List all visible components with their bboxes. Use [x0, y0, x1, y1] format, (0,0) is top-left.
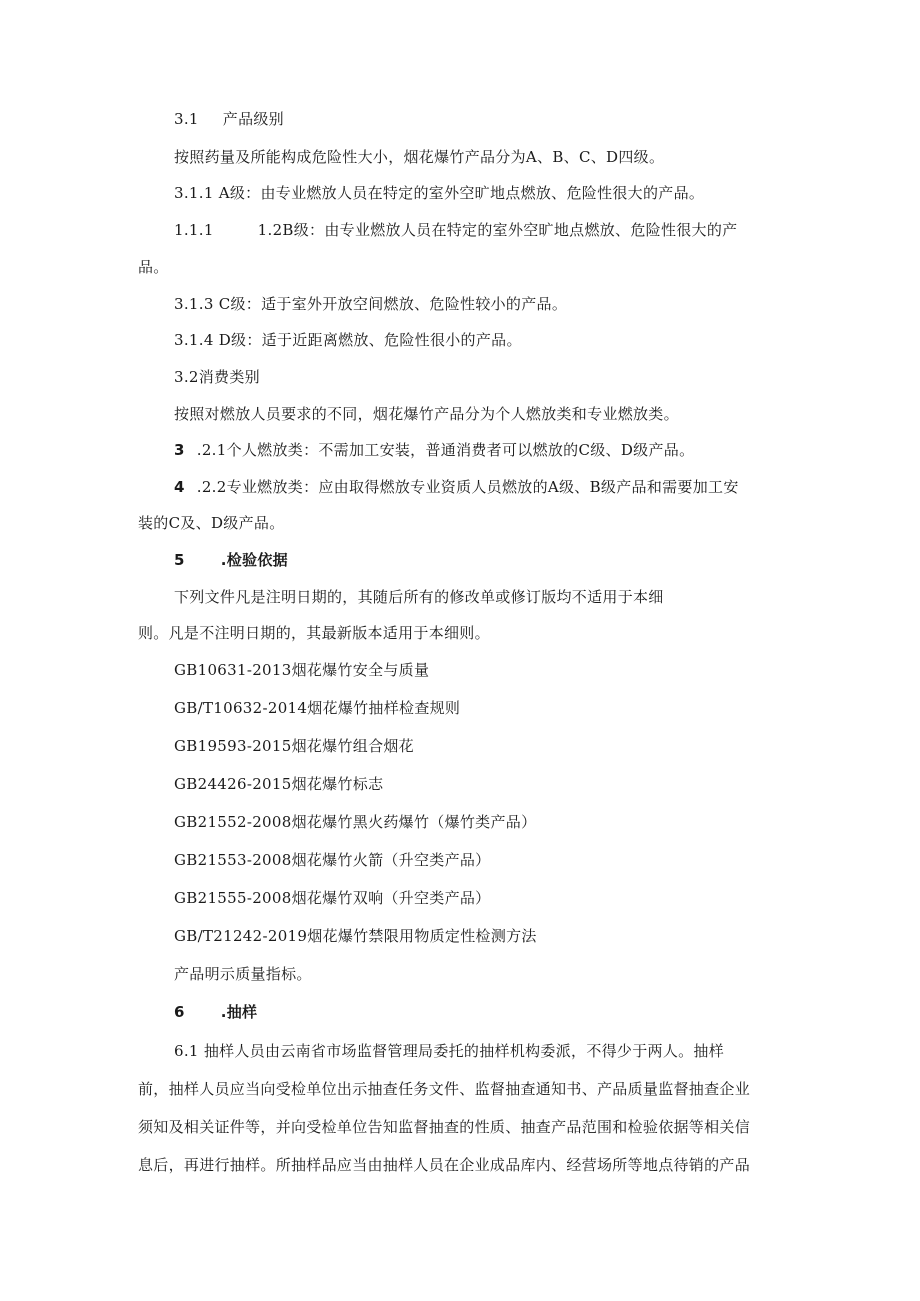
standard-item: GB19593-2015烟花爆竹组合烟花: [174, 737, 414, 755]
clause-number: 1.1.1: [174, 221, 214, 239]
standard-item: GB/T21242-2019烟花爆竹禁限用物质定性检测方法: [174, 927, 537, 945]
section-number: 3.1: [174, 110, 199, 128]
clause-text: .2.1个人燃放类：不需加工安装，普通消费者可以燃放的C级、D级产品。: [196, 441, 695, 459]
paragraph-references-continued: 则。凡是不注明日期的，其最新版本适用于本细则。: [138, 624, 490, 642]
section-number: 5: [174, 551, 185, 569]
clause-6-1-line-3: 须知及相关证件等，并向受检单位告知监督抽查的性质、抽查产品范围和检验依据等相关信: [138, 1118, 751, 1136]
standard-item: GB10631-2013烟花爆竹安全与质量: [174, 661, 430, 679]
standard-item: GB24426-2015烟花爆竹标志: [174, 775, 384, 793]
paragraph-consumer-categories: 按照对燃放人员要求的不同，烟花爆竹产品分为个人燃放类和专业燃放类。: [174, 405, 679, 423]
list-number: 4: [174, 478, 185, 496]
clause-3-2-2: [174, 477, 739, 497]
clause-1-1-1-continued: 品。: [138, 258, 169, 276]
paragraph-product-levels: 按照药量及所能构成危险性大小，烟花爆竹产品分为A、B、C、D四级。: [174, 148, 665, 166]
clause-6-1-line-2: 前，抽样人员应当向受检单位出示抽查任务文件、监督抽查通知书、产品质量监督抽查企业: [138, 1080, 751, 1098]
standard-item: GB/T10632-2014烟花爆竹抽样检查规则: [174, 699, 461, 717]
clause-3-2-2-continued: 装的C及、D级产品。: [138, 514, 285, 532]
clause-3-2-1: [174, 440, 694, 460]
standard-item: GB21555-2008烟花爆竹双响（升空类产品）: [174, 889, 491, 907]
section-3-1-heading: [174, 109, 284, 129]
clause-text: 1.2B级：由专业燃放人员在特定的室外空旷地点燃放、危险性很大的产: [257, 221, 738, 239]
clause-text: .2.2专业燃放类：应由取得燃放专业资质人员燃放的A级、B级产品和需要加工安: [196, 478, 739, 496]
standard-item: GB21552-2008烟花爆竹黑火药爆竹（爆竹类产品）: [174, 813, 537, 831]
standard-item: GB21553-2008烟花爆竹火箭（升空类产品）: [174, 851, 491, 869]
clause-3-1-1: 3.1.1 A级：由专业燃放人员在特定的室外空旷地点燃放、危险性很大的产品。: [174, 184, 705, 202]
clause-6-1: 6.1 抽样人员由云南省市场监督管理局委托的抽样机构委派，不得少于两人。抽样: [174, 1042, 725, 1060]
standard-item: 产品明示质量指标。: [174, 965, 312, 983]
section-title: .抽样: [220, 1003, 258, 1021]
section-title: .检验依据: [220, 551, 288, 569]
clause-3-1-3: 3.1.3 C级：适于室外开放空间燃放、危险性较小的产品。: [174, 295, 568, 313]
section-3-2-heading: 3.2消费类别: [174, 368, 260, 386]
clause-6-1-line-4: 息后，再进行抽样。所抽样品应当由抽样人员在企业成品库内、经营场所等地点待销的产品: [138, 1156, 751, 1174]
section-title: 产品级别: [222, 110, 284, 128]
section-5-heading: [174, 550, 288, 570]
section-6-heading: [174, 1002, 257, 1022]
list-number: 3: [174, 441, 185, 459]
clause-3-1-4: 3.1.4 D级：适于近距离燃放、危险性很小的产品。: [174, 331, 522, 349]
paragraph-references: 下列文件凡是注明日期的，其随后所有的修改单或修订版均不适用于本细: [174, 588, 664, 606]
clause-1-1-1: [174, 220, 737, 240]
section-number: 6: [174, 1003, 185, 1021]
